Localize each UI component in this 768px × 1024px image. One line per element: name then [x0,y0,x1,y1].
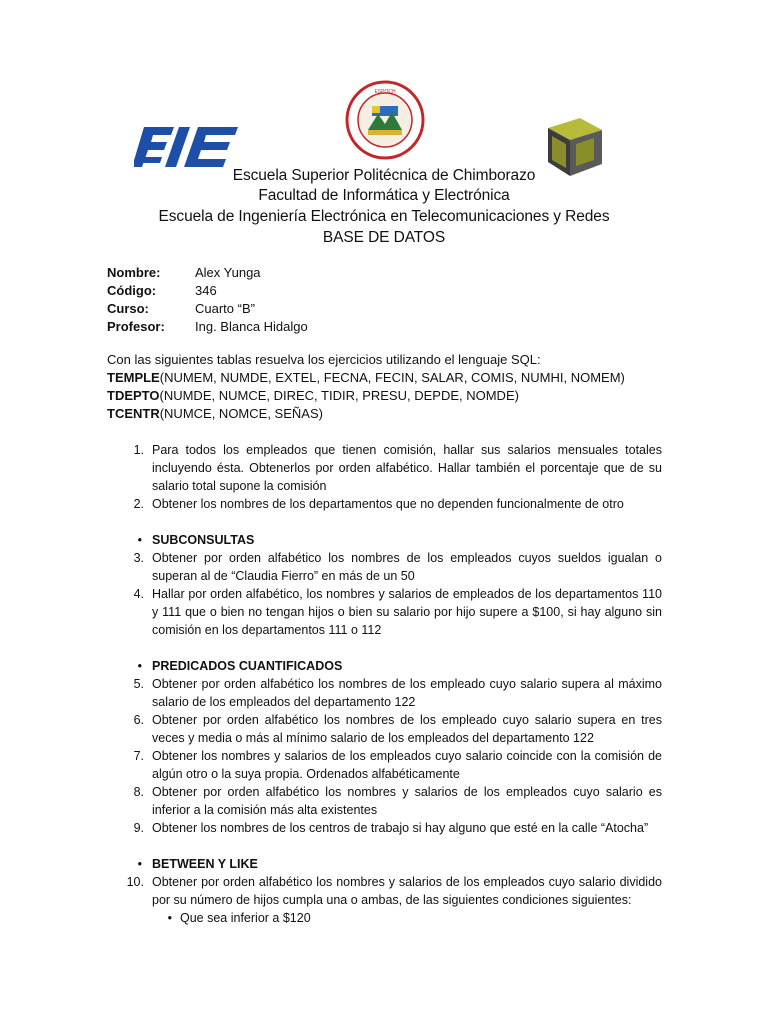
table-fields: (NUMEM, NUMDE, EXTEL, FECNA, FECIN, SALAR, COMIS, NUMHI, NOMEM) [159,370,625,385]
item-number: 3. [133,551,144,565]
table-name: TCENTR [107,406,160,421]
header-program: Escuela de Ingeniería Electrónica en Telecomunicaciones y Redes [158,208,610,225]
list-item [107,783,662,819]
item-number: 6. [133,713,144,727]
item-number: 4. [133,587,144,601]
intro-block [107,351,667,423]
header-school: Escuela Superior Politécnica de Chimborazo [232,167,536,184]
item-text: Obtener por orden alfabético los nombres de los empleado cuyo salario supera al máximo salario de los empleados del departamento 122 [152,677,662,709]
info-row-code [107,282,308,300]
info-row-professor [107,318,308,336]
bullet-icon: • [137,659,142,673]
item-number: 2. [133,497,144,511]
item-text: Obtener los nombres de los centros de trabajo si hay alguno que esté en la calle “Atocha” [152,821,649,835]
list-item [107,495,662,513]
table-fields: (NUMCE, NOMCE, SEÑAS) [159,406,323,421]
item-number: 7. [133,749,144,763]
list-item [107,747,662,783]
item-text: Hallar por orden alfabético, los nombres y salarios de empleados de los departamentos 110 y 111 que o bien no tengan hijos o bien su salario por hijo supere a $100, si hay alguno sin comisión en los departamentos 111 o 112 [152,587,662,637]
section-heading [107,855,662,873]
item-text: Para todos los empleados que tienen comisión, hallar sus salarios mensuales totales incluyendo ésta. Obtenerlos por orden alfabético. Hallar también el porcentaje que de su salario total supone la comisión [152,443,662,493]
item-number: 5. [133,677,144,691]
student-info [107,264,308,336]
intro-text: Con las siguientes tablas resuelva los ejercicios utilizando el lenguaje SQL: [107,352,541,367]
info-value: 346 [195,283,217,298]
list-item [107,549,662,585]
item-number: 9. [133,821,144,835]
svg-text:ESPOCH: ESPOCH [374,89,396,95]
info-row-name [107,264,308,282]
info-key: Nombre: [107,265,161,280]
header-faculty: Facultad de Informática y Electrónica [258,187,510,204]
list-item [107,585,662,639]
bullet-icon: • [137,533,142,547]
header-subject: BASE DE DATOS [322,229,446,246]
item-number: 1. [133,443,144,457]
item-text: Que sea inferior a $120 [180,911,311,925]
list-item [107,675,662,711]
item-text: Obtener por orden alfabético los nombres de los empleado cuyo salario supera en tres veces y media o más al mínimo salario de los empleados del departamento 122 [152,713,662,745]
info-value: Alex Yunga [195,265,261,280]
item-text: Obtener los nombres y salarios de los empleados cuyo salario coincide con la comisión de algún otro o la suya propia. Ordenados alfabéticamente [152,749,662,781]
bullet-icon: • [137,857,142,871]
table-name: TEMPLE [107,370,160,385]
item-text: Obtener los nombres de los departamentos que no dependen funcionalmente de otro [152,497,624,511]
section-title: PREDICADOS CUANTIFICADOS [152,659,343,673]
info-key: Curso: [107,301,149,316]
section-title: SUBCONSULTAS [152,533,255,547]
fie-logo [134,127,240,167]
info-key: Profesor: [107,319,165,334]
item-text: Obtener por orden alfabético los nombres y salarios de los empleados cuyo salario es inferior a la comisión más alta existentes [152,785,662,817]
sub-list-item [107,909,662,927]
table-def-tcentr [107,405,667,423]
info-key: Código: [107,283,157,298]
info-row-course [107,300,308,318]
item-text: Obtener por orden alfabético los nombres de los empleados cuyos sueldos igualan o superan al de “Claudia Fierro” en más de un 50 [152,551,662,583]
info-value: Ing. Blanca Hidalgo [195,319,308,334]
table-def-temple [107,369,667,387]
item-text: Obtener por orden alfabético los nombres y salarios de los empleados cuyo salario dividido por su número de hijos cumpla una o ambas, de las siguientes condiciones siguientes: [152,875,662,907]
table-name: TDEPTO [107,388,160,403]
espoch-seal-logo [345,80,425,160]
list-item [107,873,662,909]
section-heading [107,531,662,549]
section-heading [107,657,662,675]
list-item [107,819,662,837]
list-item [107,711,662,747]
table-def-tdepto [107,387,667,405]
section-title: BETWEEN Y LIKE [152,857,258,871]
item-number: 8. [133,785,144,799]
item-number: 10. [126,875,144,889]
exercise-list [107,441,662,927]
info-value: Cuarto “B” [195,301,255,316]
table-fields: (NUMDE, NUMCE, DIREC, TIDIR, PRESU, DEPDE, NOMDE) [159,388,519,403]
bullet-icon: • [167,911,172,925]
list-item [107,441,662,495]
